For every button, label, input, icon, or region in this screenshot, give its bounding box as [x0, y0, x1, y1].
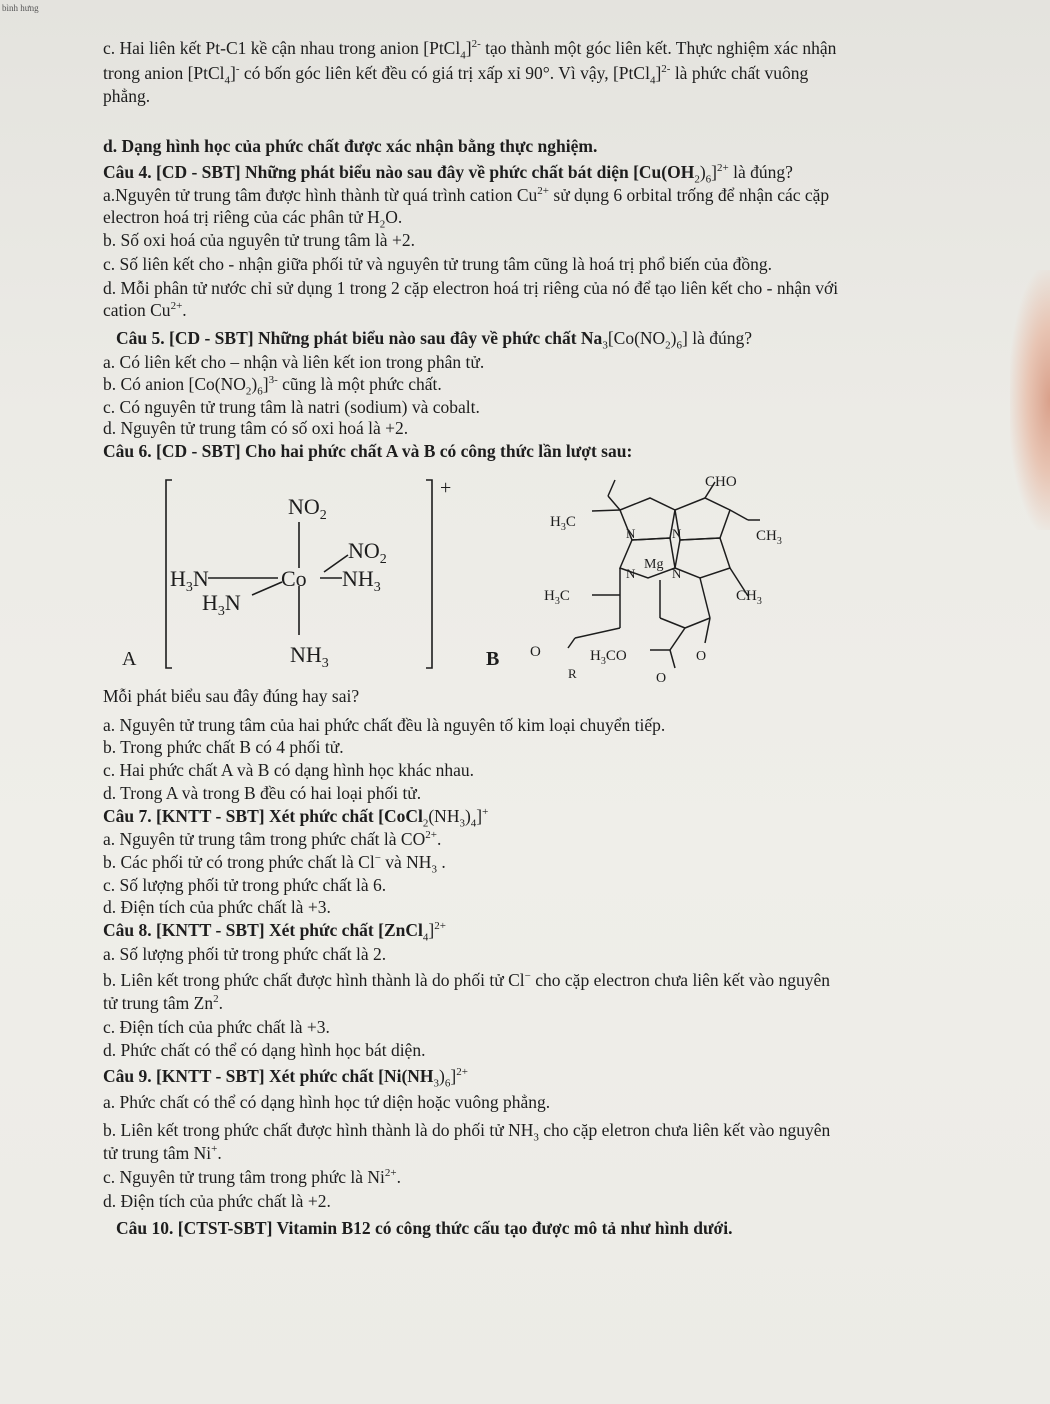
- b-o-ester: O: [656, 671, 667, 686]
- q7-d: d. Điện tích của phức chất là +3.: [103, 897, 331, 917]
- a-left-ligand: $H_3N$: [170, 566, 209, 595]
- q4-a-line2: electron hoá trị riêng của các phân tử $H_2O$.: [103, 207, 403, 231]
- q4-d-line2: cation $Cu^{2+}$.: [103, 300, 187, 320]
- q8-b-line1: b. Liên kết trong phức chất được hình thành là do phối tử Cl− cho cặp electron chưa liên kết vào nguyên: [103, 970, 830, 990]
- q9-d: d. Điện tích của phức chất là +2.: [103, 1191, 331, 1211]
- b-h3co: $H_3CO$: [590, 648, 627, 667]
- q10-title: Câu 10. [CTST-SBT] Vitamin B12 có công thức cấu tạo được mô tả như hình dưới.: [116, 1218, 733, 1238]
- q8-title: Câu 8. [KNTT - SBT] Xét phức chất [ZnCl$_4$]$^{2+}$: [103, 920, 446, 944]
- q4-d-line1: d. Mỗi phân tử nước chỉ sử dụng 1 trong 2 cặp electron hoá trị riêng của nó để tạo liên kết cho - nhận với: [103, 278, 839, 298]
- q6-subtitle: Mỗi phát biểu sau đây đúng hay sai?: [103, 686, 360, 706]
- b-n1: N: [626, 526, 636, 541]
- complex-a-structure: [110, 470, 470, 680]
- a-center-atom: Co: [281, 566, 307, 591]
- q7-c: c. Số lượng phối tử trong phức chất là 6.: [103, 875, 387, 895]
- q8-d: d. Phức chất có thể có dạng hình học bát diện.: [103, 1040, 426, 1060]
- b-o-left: O: [530, 644, 541, 660]
- q9-b-line1: b. Liên kết trong phức chất được hình thành là do phối tử $NH_3$ cho cặp eletron chưa liên kết vào nguyên: [103, 1120, 831, 1144]
- q5-a: a. Có liên kết cho – nhận và liên kết ion trong phân tử.: [103, 352, 485, 372]
- b-h3c-mid: $H_3C$: [544, 588, 570, 607]
- q4-title: Câu 4. [CD - SBT] Những phát biểu nào sau đây về phức chất bát diện $[Cu(OH_2)_6]^{2+}$ là đúng?: [103, 162, 793, 186]
- q4-a-line1: a.Nguyên tử trung tâm được hình thành từ quá trình cation $Cu^{2+}$ sử dụng 6 orbital trống để nhận các cặp: [103, 185, 830, 205]
- q6-b: b. Trong phức chất B có 4 phối tử.: [103, 737, 344, 757]
- q9-c: c. Nguyên tử trung tâm trong phức là $Ni^{2+}$.: [103, 1167, 401, 1187]
- q4-c: c. Số liên kết cho - nhận giữa phối tử và nguyên tử trung tâm cũng là hoá trị phổ biến của đồng.: [103, 254, 772, 274]
- a-right-ligand: $NH_3$: [342, 566, 381, 595]
- finger-shadow: [1010, 270, 1050, 530]
- a-top-ligand: $NO_2$: [288, 494, 327, 523]
- b-h3c-top: $H_3C$: [550, 514, 576, 533]
- b-ch3-right: $CH_3$: [756, 528, 782, 547]
- b-n4: N: [672, 566, 682, 581]
- q9-b-line2: tử trung tâm Ni+.: [103, 1143, 222, 1163]
- a-left-low-ligand: $H_3N$: [202, 590, 241, 619]
- header-corner-text: bình hưng: [2, 3, 39, 13]
- q6-a: a. Nguyên tử trung tâm của hai phức chất đều là nguyên tố kim loại chuyển tiếp.: [103, 715, 666, 735]
- charge-plus: +: [440, 477, 452, 499]
- q3-c-line1: c. Hai liên kết Pt-C1 kề cận nhau trong anion [PtCl$_4$]$^{2-}$ tạo thành một góc liên kết. Thực nghiệm xác nhận: [103, 38, 837, 62]
- q3-d: d. Dạng hình học của phức chất được xác nhận bằng thực nghiệm.: [103, 136, 598, 156]
- b-cho: CHO: [705, 474, 737, 490]
- q7-title: Câu 7. [KNTT - SBT] Xét phức chất $[CoCl_2(NH_3)_4]^+$: [103, 806, 489, 830]
- q6-c: c. Hai phức chất A và B có dạng hình học khác nhau.: [103, 760, 475, 780]
- q5-d: d. Nguyên tử trung tâm có số oxi hoá là +2.: [103, 418, 409, 438]
- label-a: A: [122, 648, 137, 670]
- q8-b-line2: tử trung tâm Zn$^2$.: [103, 993, 223, 1013]
- q5-title: Câu 5. [CD - SBT] Những phát biểu nào sau đây về phức chất $Na_3[Co(NO_2)_6]$ là đúng?: [116, 328, 752, 352]
- b-r: R: [568, 666, 577, 681]
- b-mg: Mg: [644, 557, 664, 572]
- q8-c: c. Điện tích của phức chất là +3.: [103, 1017, 330, 1037]
- q6-title: Câu 6. [CD - SBT] Cho hai phức chất A và B có công thức lần lượt sau:: [103, 441, 633, 461]
- b-n2: N: [672, 526, 682, 541]
- b-o-ring: O: [696, 649, 707, 664]
- a-right-up-ligand: $NO_2$: [348, 538, 387, 567]
- complex-b-structure: [520, 468, 790, 688]
- q4-b: b. Số oxi hoá của nguyên tử trung tâm là +2.: [103, 230, 415, 250]
- b-ch3-mid: $CH_3$: [736, 588, 762, 607]
- q5-c: c. Có nguyên tử trung tâm là natri (sodium) và cobalt.: [103, 397, 480, 417]
- q5-b: b. Có anion $[Co(NO_2)_6]^{3-}$ cũng là một phức chất.: [103, 374, 442, 398]
- q3-c-line3: phẳng.: [103, 86, 151, 106]
- label-b: B: [486, 648, 500, 670]
- q9-title: Câu 9. [KNTT - SBT] Xét phức chất $[Ni(NH_3)_6]^{2+}$: [103, 1066, 468, 1090]
- q9-a: a. Phức chất có thể có dạng hình học tứ diện hoặc vuông phẳng.: [103, 1092, 551, 1112]
- q6-d: d. Trong A và trong B đều có hai loại phối tử.: [103, 783, 422, 803]
- q8-a: a. Số lượng phối tử trong phức chất là 2.: [103, 944, 387, 964]
- q7-a: a. Nguyên tử trung tâm trong phức chất là $CO^{2+}$.: [103, 829, 442, 849]
- q3-c-line2: trong anion [PtCl$_4$]- có bốn góc liên kết đều có giá trị xấp xỉ 90°. Vì vậy, [PtCl$_4$]$^{2-}$ là phức chất vuông: [103, 63, 809, 87]
- b-n3: N: [626, 566, 636, 581]
- a-bottom-ligand: $NH_3$: [290, 642, 329, 671]
- q7-b: b. Các phối tử có trong phức chất là Cl− và $NH_3$ .: [103, 852, 446, 876]
